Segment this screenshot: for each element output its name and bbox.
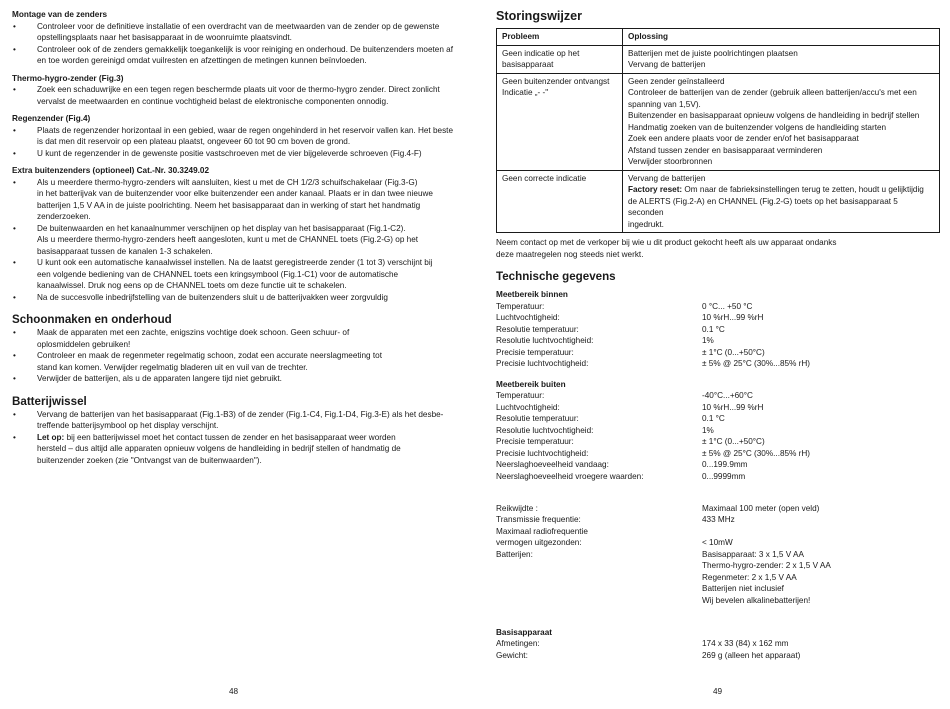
spec-row (496, 324, 941, 336)
regen-list (12, 125, 458, 160)
page-number-right: 49 (713, 687, 723, 696)
buiten-heading: Meetbereik buiten (496, 379, 566, 389)
spec-row (496, 358, 941, 370)
spec-value: Maximaal 100 meter (open veld) (702, 503, 820, 513)
spec-row (496, 301, 941, 313)
spec-label: Precisie luchtvochtigheid: (496, 359, 589, 368)
oplossing-cell (623, 170, 940, 233)
factory-reset-label: Factory reset: (628, 185, 683, 194)
montage-list (12, 21, 458, 67)
basis-spec-list (496, 638, 941, 661)
list-item-text: Plaats de regenzender horizontaal in een gebied, waar de regen ongehinderd in het reservoir vallen kan. Het beste is dat men dit reservoir op een plateau plaatst, ongeveer 60 tot 90 cm boven de grond. (37, 125, 454, 146)
spec-row (496, 335, 941, 347)
spec-row (496, 347, 941, 359)
spec-label: vermogen uitgezonden: (496, 538, 582, 547)
letop-label: Let op: (37, 432, 65, 442)
spec-value: 1% (702, 425, 714, 435)
binnen-spec-list (496, 301, 941, 370)
spec-row (496, 390, 941, 402)
list-item (12, 350, 458, 373)
thermo-heading: Thermo-hygro-zender (Fig.3) (12, 73, 124, 83)
spec-value: 433 MHz (702, 515, 735, 524)
column-header-probleem: Probleem (497, 29, 623, 46)
spec-label: Temperatuur: (496, 391, 545, 400)
basis-heading: Basisapparaat (496, 627, 552, 637)
spec-value: -40°C...+60°C (702, 391, 753, 400)
list-item-text: Als u meerdere thermo-hygro-zenders wilt aansluiten, kiest u met de CH 1/2/3 schuifschakelaar (Fig.3-G) in het batterijvak van de buitenzender voor elke buitenzender een ander kanaal. Plaats er in dan twee nieuwe batterijen 1,5 V AA in de juiste poolrichting. Neem het basisapparaat dan in werking of start het handmatig zenderzoeken. (37, 177, 433, 221)
bullet-icon: • (13, 21, 16, 31)
list-item-text: Na de succesvolle inbedrijfstelling van de buitenzenders sluit u de batterijvakken weer zorgvuldig (37, 292, 388, 302)
spec-label: Transmissie frequentie: (496, 515, 581, 524)
spec-label: Neerslaghoeveelheid vroegere waarden: (496, 471, 644, 481)
list-item-text: U kunt de regenzender in de gewenste positie vastschroeven met de vier bijgeleverde schroeven (Fig.4-F) (37, 148, 422, 158)
page-number-left: 48 (229, 687, 239, 696)
spec-label: Maximaal radiofrequentie (496, 526, 588, 536)
spec-value: 1% (702, 336, 714, 345)
trouble-header-row (497, 29, 940, 46)
letop-text: bij een batterijwissel moet het contact tussen de zender en het basisapparaat weer worden hersteld – dus altijd alle apparaten opnieuw volgens de handleiding in bedrijf stellen of handmatig de buitenzender zoeken (zie "Ontvangst van de buitenwaarden"). (37, 432, 401, 465)
spec-value: 269 g (alleen het apparaat) (702, 650, 801, 660)
list-item (12, 223, 458, 258)
binnen-heading: Meetbereik binnen (496, 290, 568, 299)
spec-row (496, 514, 941, 526)
spec-row (496, 312, 941, 324)
list-item (12, 373, 458, 385)
spec-value: 0...9999mm (702, 471, 746, 481)
storing-heading: Storingswijzer (496, 9, 583, 23)
list-item-text: Controleer ook of de zenders gemakkelijk toegankelijk is voor reiniging en onderhoud. De buitenzenders moeten af en toe worden gereinigd omdat vuilresten en afzettingen de metingen kunnen beïnvloeden. (37, 44, 453, 65)
spec-row (496, 583, 941, 595)
list-item (12, 327, 458, 350)
oplossing-first: Vervang de batterijen (628, 173, 706, 183)
spec-value: Regenmeter: 2 x 1,5 V AA (702, 572, 797, 582)
bullet-icon: • (13, 148, 16, 158)
spec-value: 0...199.9mm (702, 460, 748, 469)
spec-label: Resolutie temperatuur: (496, 324, 579, 334)
left-column (12, 9, 458, 466)
spec-label: Resolutie temperatuur: (496, 414, 579, 423)
spec-row (496, 595, 941, 607)
spec-value: Basisapparaat: 3 x 1,5 V AA (702, 549, 804, 559)
spec-row (496, 549, 941, 561)
montage-heading: Montage van de zenders (12, 10, 108, 19)
spec-value: Wij bevelen alkalinebatterijen! (702, 595, 811, 605)
probleem-cell: Geen indicatie op het basisapparaat (497, 45, 623, 73)
spec-label (496, 560, 702, 572)
spec-label: Reikwijdte : (496, 503, 538, 513)
table-row (497, 170, 940, 233)
table-row (497, 45, 940, 73)
bullet-icon: • (13, 177, 16, 187)
batterij-heading: Batterijwissel (12, 394, 87, 408)
list-item (12, 177, 458, 223)
list-item (12, 84, 458, 107)
bullet-icon: • (13, 44, 16, 54)
spec-label: Afmetingen: (496, 639, 540, 648)
letop-item (12, 432, 458, 467)
list-item-text: U kunt ook een automatische kanaalwissel instellen. Na de laatst geregistreerde zender (1 tot 3) verschijnt bij een volgende bediening van de CHANNEL toets een kringsymbool (Fig.1-C1) voor de automatische kanaalwissel. Druk nog eens op de CHANNEL toets om deze functie uit te schakelen. (37, 258, 433, 290)
list-item (12, 44, 458, 67)
spec-row (496, 537, 941, 549)
list-item (12, 257, 458, 292)
probleem-cell: Geen correcte indicatie (497, 170, 623, 233)
extra-list (12, 177, 458, 304)
list-item-text: Maak de apparaten met een zachte, enigszins vochtige doek schoon. Geen schuur- of oplosmiddelen gebruiken! (37, 328, 350, 349)
spec-value: Thermo-hygro-zender: 2 x 1,5 V AA (702, 561, 831, 570)
trouble-table (496, 28, 940, 233)
spec-label (496, 583, 702, 595)
spec-row (496, 503, 941, 515)
list-item-text: Verwijder de batterijen, als u de apparaten langere tijd niet gebruikt. (37, 374, 282, 383)
spec-label: Luchtvochtigheid: (496, 313, 560, 322)
regen-heading: Regenzender (Fig.4) (12, 114, 91, 123)
schoon-list (12, 327, 458, 385)
page-right (475, 0, 950, 709)
bullet-icon: • (13, 432, 16, 442)
list-item (12, 125, 458, 148)
spec-label (496, 595, 702, 607)
bullet-icon: • (13, 125, 16, 135)
bullet-icon: • (13, 374, 16, 383)
spec-label (496, 572, 702, 584)
list-item-text: De buitenwaarden en het kanaalnummer verschijnen op het display van het basisapparaat (Fig.1-C2). Als u meerdere thermo-hygro-zenders heeft aangesloten, kunt u met de CHANNEL toets (Fig.2-G) op het basisapparaat tussen de kanalen 1-3 schakelen. (37, 223, 419, 256)
spec-value: ± 5% @ 25°C (30%...85% rH) (702, 448, 810, 458)
spec-row (496, 413, 941, 425)
right-column (496, 9, 941, 661)
spec-label: Precisie temperatuur: (496, 347, 574, 357)
spec-row (496, 425, 941, 437)
spec-row (496, 436, 941, 448)
spec-row (496, 459, 941, 471)
spec-label: Precisie luchtvochtigheid: (496, 448, 589, 458)
spec-value: ± 5% @ 25°C (30%...85% rH) (702, 359, 810, 368)
spec-value: ± 1°C (0...+50°C) (702, 437, 765, 446)
bullet-icon: • (13, 328, 16, 337)
bullet-icon: • (13, 409, 16, 419)
thermo-list (12, 84, 458, 107)
list-item-text: Controleer voor de definitieve installatie of een overdracht van de meetwaarden van de zender op de gewenste opstellingsplaats naar het basisapparaat in de woonruimte plaatsvindt. (37, 21, 440, 42)
list-item (12, 148, 458, 160)
list-item (12, 292, 458, 304)
spec-value: 174 x 33 (84) x 162 mm (702, 639, 789, 648)
list-item-text: Zoek een schaduwrijke en een tegen regen beschermde plaats uit voor de thermo-hygro zender. Direct zonlicht vervalst de meetwaarden en continue vochtigheid belast de elektronische componenten onnodig. (37, 85, 440, 106)
schoon-heading: Schoonmaken en onderhoud (12, 313, 172, 326)
spec-row (496, 402, 941, 414)
factory-reset-text: Om naar de fabrieksinstellingen terug te zetten, houdt u gelijktijdig de ALERTS (Fig.2-A) en CHANNEL (Fig.2-G) toets op het basisapparaat 5 seconden ingedrukt. (628, 185, 924, 229)
tech-heading: Technische gegevens (496, 270, 616, 283)
oplossing-cell: Geen zender geïnstalleerd Controleer de batterijen van de zender (gebruik alleen batterijen/accu's met een spanning van 1,5V). Buitenzender en basisapparaat opnieuw volgens de handleiding in bedrijf stellen Handmatig zoeken van de buitenzender volgens de handleiding starten Zoek een andere plaats voor de zender en/of het basisapparaat Afstand tussen zender en basisapparaat verminderen Verwijder stoorbronnen (623, 73, 940, 170)
spec-row (496, 448, 941, 460)
spec-label: Precisie temperatuur: (496, 437, 574, 446)
spec-row (496, 471, 941, 483)
batterij-item-text: Vervang de batterijen van het basisapparaat (Fig.1-B3) of de zender (Fig.1-C4, Fig.1-D4, Fig.3-E) als het desbe- treffende batterijsymbool op het display verschijnt. (37, 409, 444, 430)
spec-label: Batterijen: (496, 549, 533, 559)
oplossing-cell: Batterijen met de juiste poolrichtingen plaatsen Vervang de batterijen (623, 45, 940, 73)
general-spec-list (496, 503, 941, 607)
spec-value: Batterijen niet inclusief (702, 584, 784, 593)
bullet-icon: • (13, 258, 16, 267)
spec-value: 0.1 °C (702, 324, 725, 334)
contact-note: Neem contact op met de verkoper bij wie u dit product gekocht heeft als uw apparaat ondanks deze maatregelen nog steeds niet werkt. (496, 238, 837, 259)
spec-label: Temperatuur: (496, 301, 545, 311)
spec-label: Resolutie luchtvochtigheid: (496, 425, 594, 435)
bullet-icon: • (13, 292, 16, 302)
bullet-icon: • (13, 223, 16, 233)
spec-row (496, 638, 941, 650)
extra-heading: Extra buitenzenders (optioneel) Cat.-Nr. 30.3249.02 (12, 166, 210, 175)
spec-value: 0 °C... +50 °C (702, 301, 753, 311)
column-header-oplossing: Oplossing (623, 29, 940, 46)
spec-label: Resolutie luchtvochtigheid: (496, 336, 594, 345)
spec-value: ± 1°C (0...+50°C) (702, 347, 765, 357)
list-item-text: Controleer en maak de regenmeter regelmatig schoon, zodat een accurate neerslagmeeting tot stand kan komen. Verwijder regelmatig bladeren uit en vuil van de trechter. (37, 351, 382, 372)
buiten-spec-list (496, 390, 941, 482)
spec-value (702, 526, 941, 538)
spec-label: Luchtvochtigheid: (496, 402, 560, 412)
spec-row (496, 650, 941, 662)
bullet-icon: • (13, 85, 16, 94)
probleem-cell: Geen buitenzender ontvangst Indicatie „- -" (497, 73, 623, 170)
spec-value: < 10mW (702, 538, 733, 547)
spec-row (496, 572, 941, 584)
batterij-list (12, 409, 458, 467)
bullet-icon: • (13, 351, 16, 360)
spec-label: Neerslaghoeveelheid vandaag: (496, 460, 609, 469)
spec-value: 10 %rH...99 %rH (702, 402, 764, 412)
spec-label: Gewicht: (496, 650, 528, 660)
spec-row (496, 560, 941, 572)
spec-row (496, 526, 941, 538)
list-item (12, 21, 458, 44)
table-row (497, 73, 940, 170)
spec-value: 10 %rH...99 %rH (702, 313, 764, 322)
spec-value: 0.1 °C (702, 414, 725, 423)
batterij-item (12, 409, 458, 432)
